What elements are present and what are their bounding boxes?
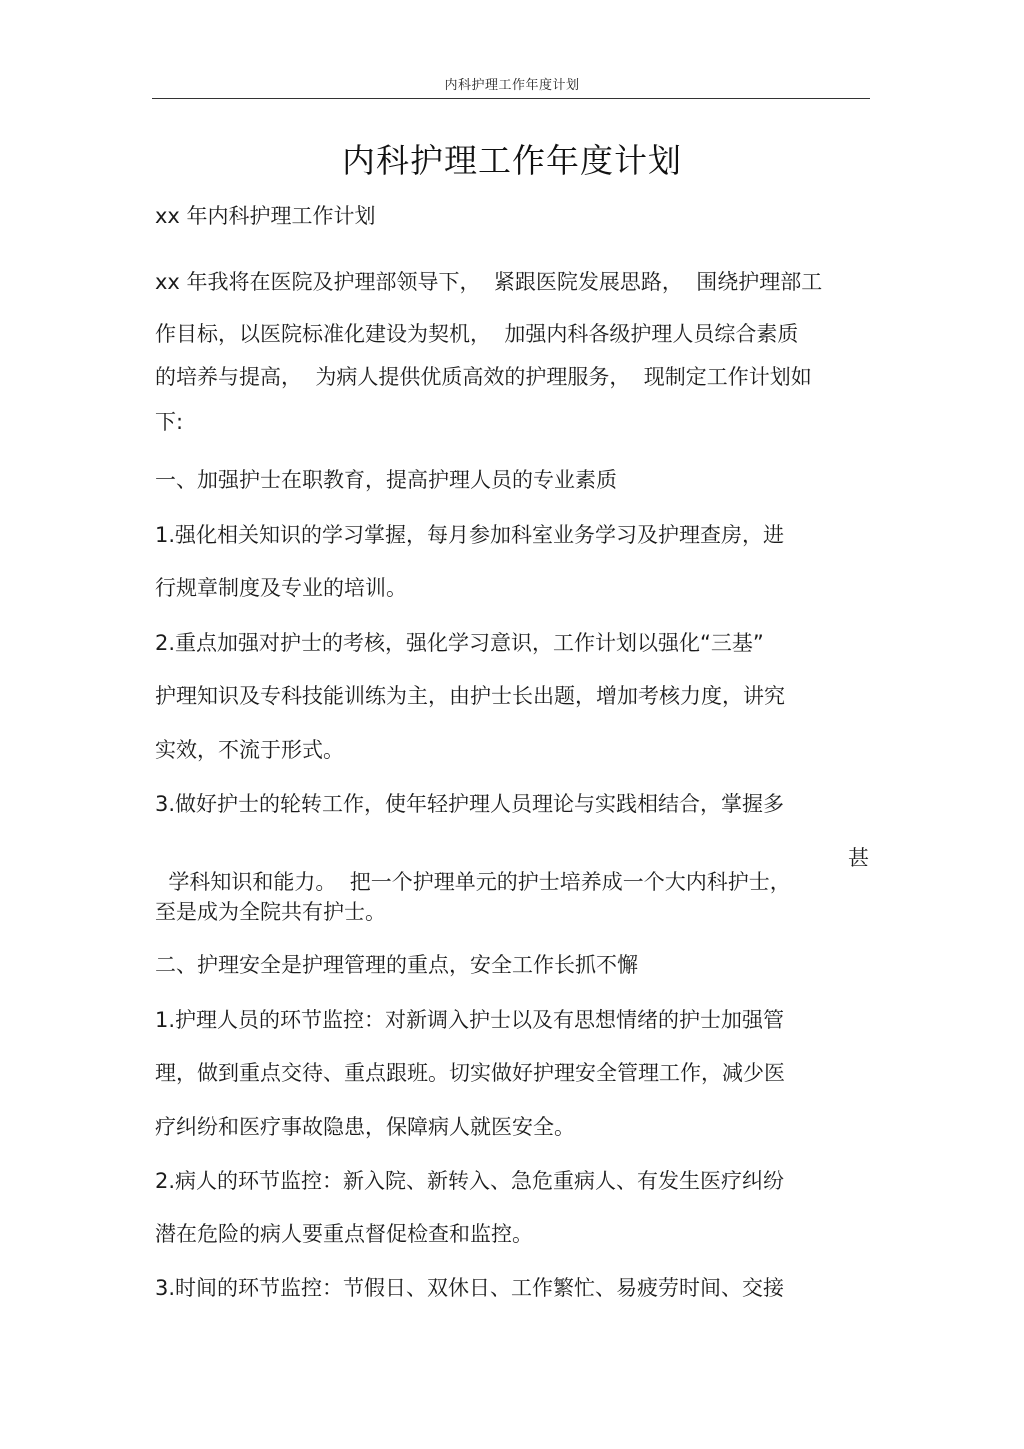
paragraph-line: 下: [155, 410, 184, 434]
paragraph-line: 2.病人的环节监控：新入院、新转入、急危重病人、有发生医疗纠纷 [155, 1169, 785, 1193]
paragraph-line: 2.重点加强对护士的考核，强化学习意识，工作计划以强化“三基” [155, 631, 764, 655]
paragraph-line: 疗纠纷和医疗事故隐患，保障病人就医安全。 [155, 1115, 575, 1139]
paragraph-line: 3.时间的环节监控：节假日、双休日、工作繁忙、易疲劳时间、交接 [155, 1276, 785, 1300]
section-heading: 一、加强护士在职教育，提高护理人员的专业素质 [155, 468, 617, 492]
paragraph-line-tail: 甚 [848, 846, 869, 870]
paragraph-line: 护理知识及专科技能训练为主，由护士长出题，增加考核力度，讲究 [155, 684, 785, 708]
paragraph-line-text: 学科知识和能力。 把一个护理单元的护士培养成一个大内科护士， [168, 870, 791, 894]
paragraph-line: 理，做到重点交待、重点跟班。切实做好护理安全管理工作，减少医 [155, 1061, 785, 1085]
paragraph-line: 3.做好护士的轮转工作，使年轻护理人员理论与实践相结合，掌握多 [155, 792, 785, 816]
paragraph-line: 1.护理人员的环节监控：对新调入护士以及有思想情绪的护士加强管 [155, 1008, 785, 1032]
paragraph-line: 至是成为全院共有护士。 [155, 900, 386, 924]
paragraph-line: xx 年我将在医院及护理部领导下， 紧跟医院发展思路， 围绕护理部工 [155, 270, 823, 294]
paragraph-line: 1.强化相关知识的学习掌握，每月参加科室业务学习及护理查房，进 [155, 523, 785, 547]
paragraph-line: 的培养与提高， 为病人提供优质高效的护理服务， 现制定工作计划如 [155, 365, 812, 389]
paragraph-line: 作目标，以医院标准化建设为契机， 加强内科各级护理人员综合素质 [155, 322, 799, 346]
document-title: 内科护理工作年度计划 [342, 141, 682, 180]
running-header: 内科护理工作年度计划 [444, 78, 580, 93]
paragraph-line: 行规章制度及专业的培训。 [155, 576, 407, 600]
paragraph-line: 潜在危险的病人要重点督促检查和监控。 [155, 1222, 533, 1246]
document-subtitle: xx 年内科护理工作计划 [155, 204, 376, 228]
section-heading: 二、护理安全是护理管理的重点，安全工作长抓不懈 [155, 953, 638, 977]
header-divider [152, 98, 870, 99]
paragraph-line: 实效，不流于形式。 [155, 738, 344, 762]
